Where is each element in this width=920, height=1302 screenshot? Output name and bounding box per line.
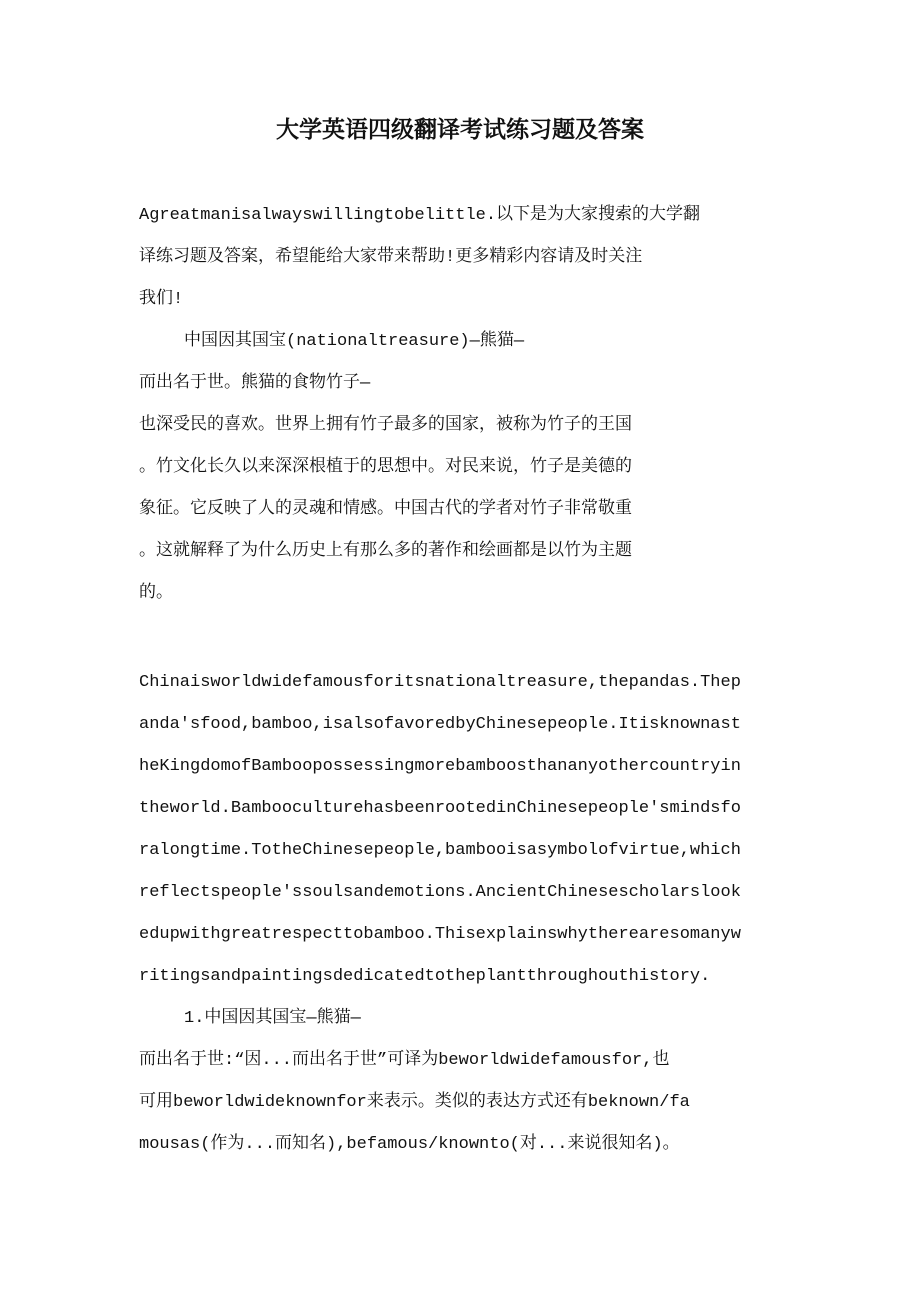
note-line: 而出名于世:“因...而出名于世”可译为beworldwidefamousfor,也 [139,1051,670,1070]
note-line: 1.中国因其国宝—熊猫— [184,1009,361,1028]
chinese-passage-line: 也深受民的喜欢。世界上拥有竹子最多的国家，被称为竹子的王国 [139,416,632,435]
intro-line: 我们! [139,290,184,309]
chinese-passage-line: 。这就解释了为什么历史上有那么多的著作和绘画都是以竹为主题 [139,542,632,561]
intro-line: 译练习题及答案，希望能给大家带来帮助!更多精彩内容请及时关注 [139,248,643,267]
english-passage-line: ritingsandpaintingsdedicatedtotheplantthroughouthistory. [139,967,711,986]
note-line: 可用beworldwideknownfor来表示。类似的表达方式还有beknown/fa [139,1093,690,1112]
note-line: mousas(作为...而知名),befamous/knownto(对...来说很知名)。 [139,1135,680,1154]
chinese-passage-line: 的。 [139,584,173,603]
chinese-passage-line: 。竹文化长久以来深深根植于的思想中。对民来说，竹子是美德的 [139,458,632,477]
document-title: 大学英语四级翻译考试练习题及答案 [276,116,644,143]
english-passage-line: heKingdomofBamboopossessingmorebamboosthananyothercountryin [139,757,741,776]
intro-line: Agreatmanisalwayswillingtobelittle.以下是为大家搜索的大学翻 [139,206,701,225]
english-passage-line: ralongtime.TotheChinesepeople,bambooisasymbolofvirtue,which [139,841,741,860]
english-passage-line: theworld.BambooculturehasbeenrootedinChinesepeople'smindsfo [139,799,741,818]
english-passage-line: reflectspeople'ssoulsandemotions.AncientChinesescholarslook [139,883,741,902]
chinese-passage-line: 而出名于世。熊猫的食物竹子— [139,374,371,393]
chinese-passage-line: 中国因其国宝(nationaltreasure)—熊猫— [184,332,525,351]
english-passage-line: anda'sfood,bamboo,isalsofavoredbyChinesepeople.Itisknownast [139,715,741,734]
chinese-passage-line: 象征。它反映了人的灵魂和情感。中国古代的学者对竹子非常敬重 [139,500,632,519]
english-passage-line: Chinaisworldwidefamousforitsnationaltreasure,thepandas.Thep [139,673,741,692]
english-passage-line: edupwithgreatrespecttobamboo.Thisexplainswhytherearesomanyw [139,925,741,944]
